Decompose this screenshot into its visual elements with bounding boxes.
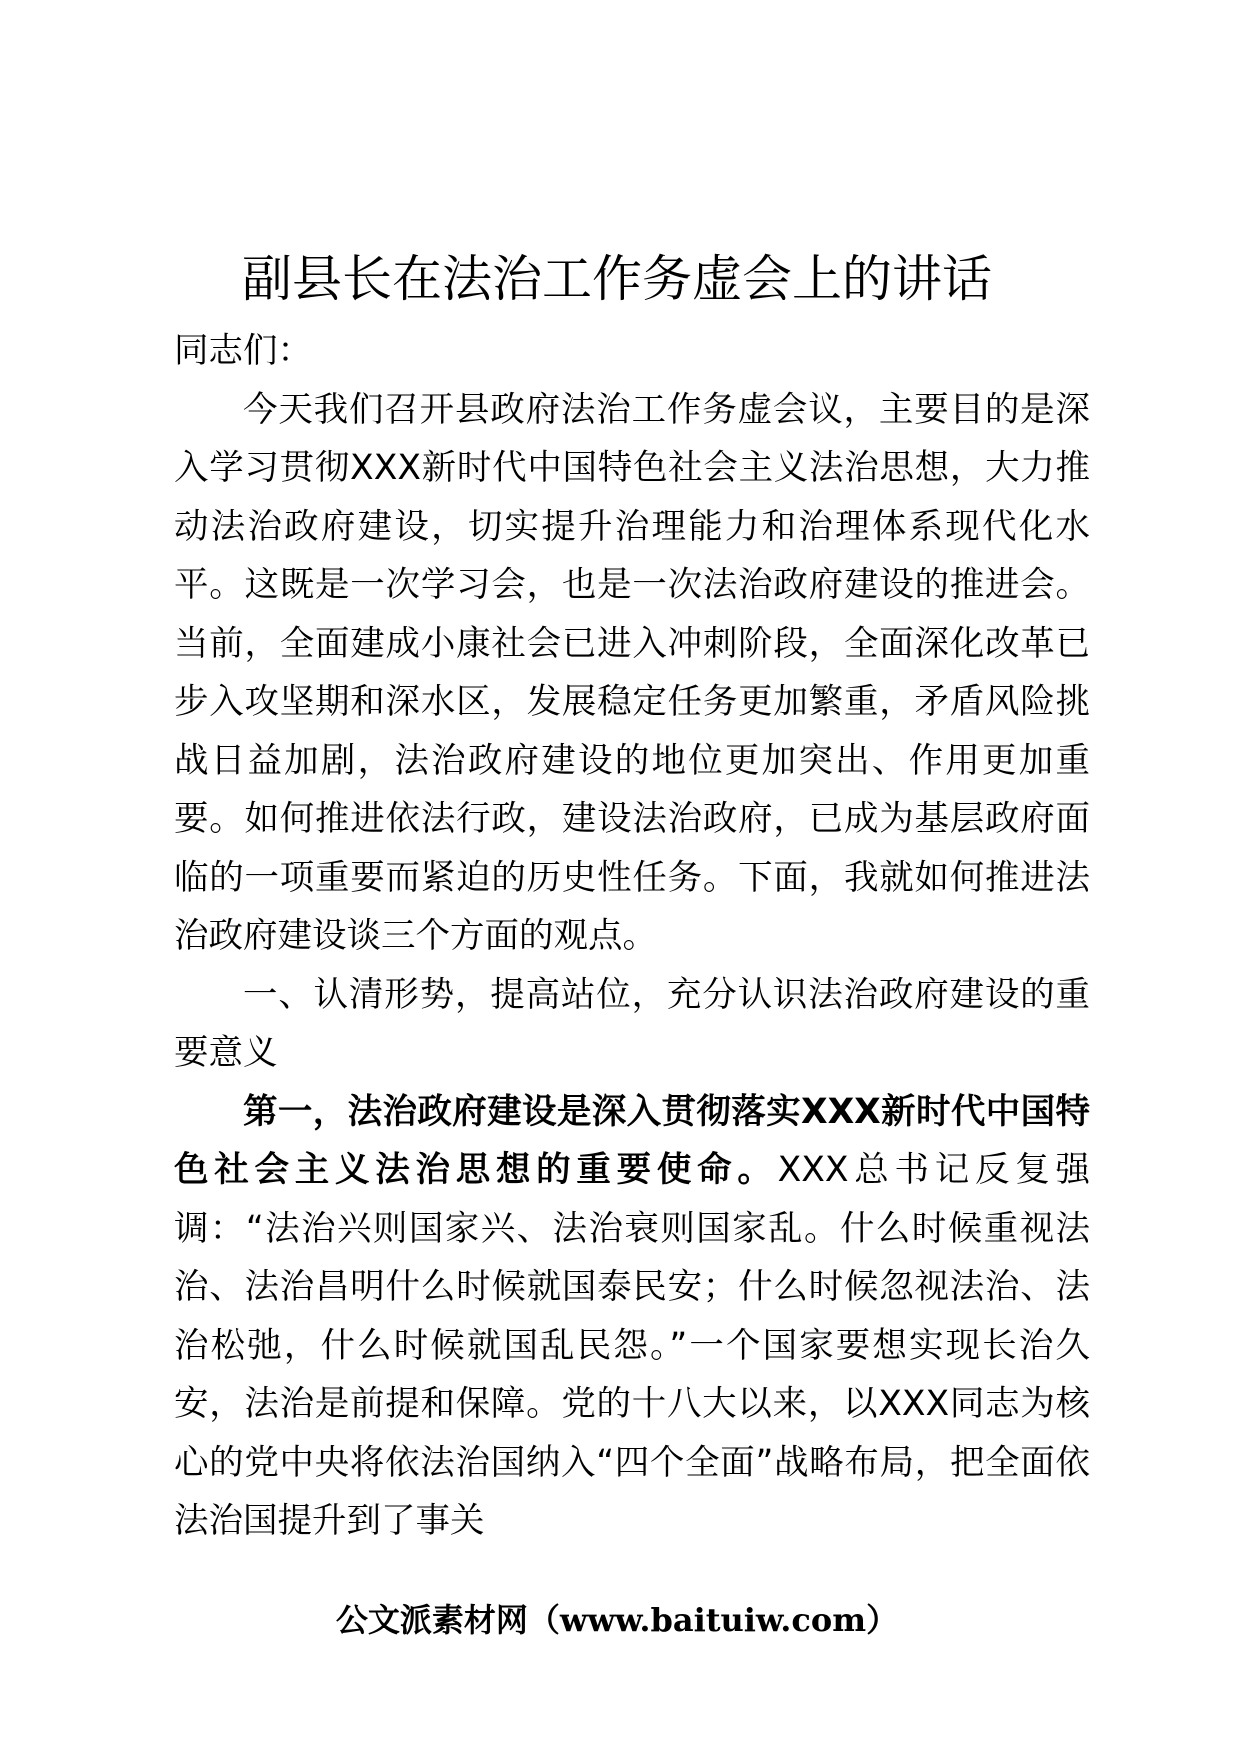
footer-watermark: 公文派素材网（www.baituiw.com） [335,1601,899,1639]
section-heading: 一、认清形势，提高站位，充分认识法治政府建设的重要意义 [174,974,1090,1073]
intro-paragraph: 今天我们召开县政府法治工作务虚会议，主要目的是深入学习贯彻XXX新时代中国特色社会主义法治思想，大力推动法治政府建设，切实提升治理能力和治理体系现代化水平。这既是一次学习会，也是一次法治政府建设的推进会。当前，全面建成小康社会已进入冲刺阶段，全面深化改革已步入攻坚期和深水区，发展稳定任务更加繁重，矛盾风险挑战日益加剧，法治政府建设的地位更加突出、作用更加重要。如何推进依法行政，建设法治政府，已成为基层政府面临的一项重要而紧迫的历史性任务。下面，我就如何推进法治政府建设谈三个方面的观点。 [174,389,1090,956]
point-text: XXX总书记反复强调：“法治兴则国家兴、法治衰则国家乱。什么时候重视法治、法治昌明什么时候就国泰民安；什么时候忽视法治、法治松弛，什么时候就国乱民怨。”一个国家要想实现长治久安，法治是前提和保障。党的十八大以来，以XXX同志为核心的党中央将依法治国纳入“四个全面”战略布局，把全面依法治国提升到了事关 [174,1150,1090,1541]
document-body [174,322,1090,1551]
point-heading: 第一，法治政府建设是深入贯彻落实XXX新时代中国特色社会主义法治思想的重要使命。 [174,1091,1090,1190]
point-paragraph [174,1083,1090,1551]
document-title: 副县长在法治工作务虚会上的讲话 [242,250,992,308]
greeting: 同志们： [174,331,312,371]
